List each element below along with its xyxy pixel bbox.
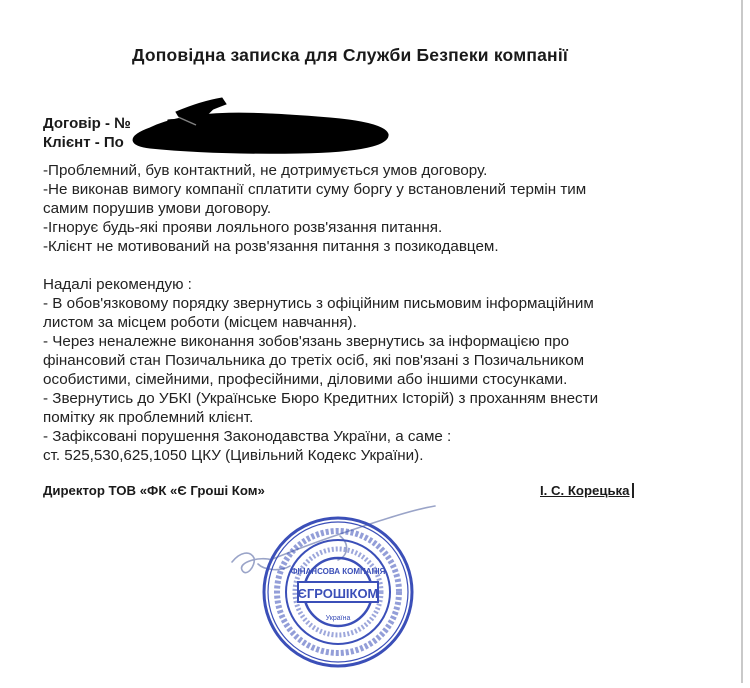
finding-line: самим порушив умови договору. (43, 200, 272, 217)
memo-title: Доповідна записка для Служби Безпеки компанії (131, 45, 569, 65)
recommendation-line: листом за місцем роботи (місцем навчання). (43, 314, 357, 331)
stamp-country-text: Україна (325, 615, 351, 622)
recommendation-line: - Звернутись до УБКІ (Українське Бюро Кредитних Історій) з проханням внести (43, 390, 599, 407)
finding-line: -Не виконав вимогу компанії сплатити суму боргу у встановлений термін тим (43, 181, 587, 198)
recommendation-line: - Зафіксовані порушення Законодавства України, а саме : (43, 428, 452, 445)
recommendation-line: фінансовий стан Позичальника до третіх осіб, які пов'язані з Позичальником (43, 352, 585, 369)
stamp-center-text: ЄГРОШІКОМ (297, 586, 379, 601)
signer-name: І. С. Корецька (540, 483, 634, 498)
findings-block (43, 161, 693, 465)
recommendation-line: - Через неналежне виконання зобов'язань звернутись за інформацією про (43, 333, 570, 350)
recommendation-line: - В обов'язковому порядку звернутись з офіційним письмовим інформаційним (43, 295, 594, 312)
recommendation-line: особистими, сімейними, професійними, діловими або іншими стосунками. (43, 371, 568, 388)
recommendation-line: помітку як проблемний клієнт. (43, 409, 254, 426)
director-title: Директор ТОВ «ФК «Є Гроші Ком» (43, 483, 265, 498)
recommend-heading: Надалі рекомендую : (43, 276, 192, 293)
recommendation-line: ст. 525,530,625,1050 ЦКУ (Цивільний Кодекс України). (43, 447, 424, 464)
client-line: Клієнт - По (43, 134, 124, 151)
finding-line: -Клієнт не мотивований на розв'язання питання з позикодавцем. (43, 238, 499, 255)
contract-line: Договір - № (43, 115, 131, 132)
stamp-inner-text: ФІНАНСОВА КОМПАНІЯ (290, 567, 386, 576)
company-stamp (220, 500, 480, 683)
finding-line: -Проблемний, був контактний, не дотримується умов договору. (43, 162, 488, 179)
finding-line: -Ігнорує будь-які прояви лояльного розв'язання питання. (43, 219, 443, 236)
